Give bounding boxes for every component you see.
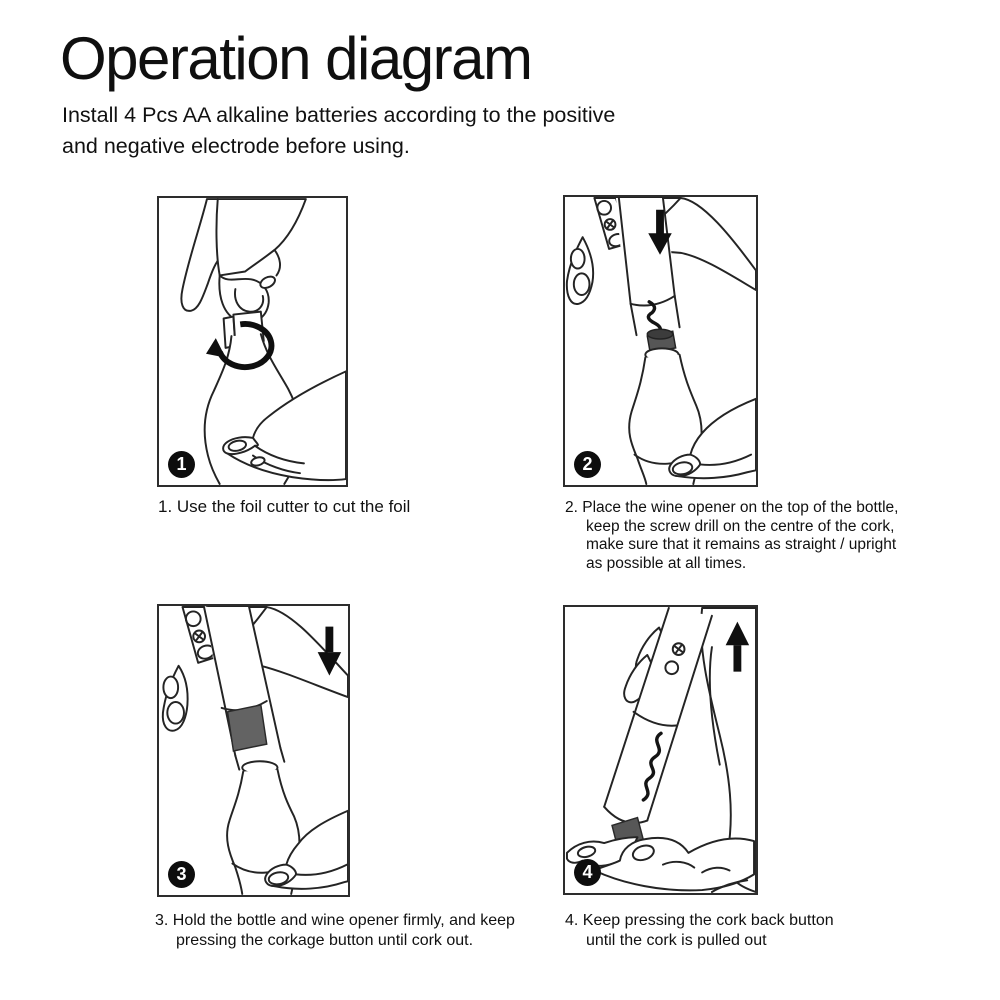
- caption-line: make sure that it remains as straight / upright: [586, 536, 897, 553]
- subtitle-line-2: and negative electrode before using.: [62, 134, 410, 158]
- cork-window: [228, 705, 267, 751]
- page-title: Operation diagram: [60, 25, 532, 92]
- step-number-badge: 2: [574, 451, 601, 478]
- step-2-illustration: [565, 197, 756, 485]
- step-3-panel: [157, 604, 350, 897]
- step-3-illustration: [159, 606, 348, 895]
- subtitle-line-1: Install 4 Pcs AA alkaline batteries according to the positive: [62, 103, 616, 127]
- step-4-panel: [563, 605, 758, 895]
- caption-line: 4. Keep pressing the cork back button: [565, 912, 834, 929]
- caption-line: 1. Use the foil cutter to cut the foil: [158, 497, 411, 516]
- caption-line: as possible at all times.: [586, 554, 747, 572]
- step-2-panel: [563, 195, 758, 487]
- caption-line: until the cork is pulled out: [586, 932, 767, 949]
- page-subtitle: [62, 100, 615, 162]
- caption-line: 3. Hold the bottle and wine opener firmly, and keep: [155, 912, 515, 929]
- wine-opener-body: [604, 608, 712, 823]
- caption-line: 2. Place the wine opener on the top of the bottle,: [565, 499, 899, 516]
- step-3-caption: [155, 911, 515, 951]
- step-4-illustration: [565, 607, 756, 893]
- step-1-illustration: [159, 198, 346, 485]
- step-number-badge: 4: [574, 859, 601, 886]
- step-1-caption: [158, 496, 410, 517]
- step-number-badge: 1: [168, 451, 195, 478]
- step-number-badge: 3: [168, 861, 195, 888]
- step-1-panel: [157, 196, 348, 487]
- step-4-caption: [565, 911, 834, 951]
- caption-line: keep the screw drill on the centre of the cork,: [586, 517, 895, 535]
- caption-line: pressing the corkage button until cork out.: [176, 932, 474, 949]
- step-2-caption: [565, 499, 899, 573]
- upper-hand: [181, 199, 305, 322]
